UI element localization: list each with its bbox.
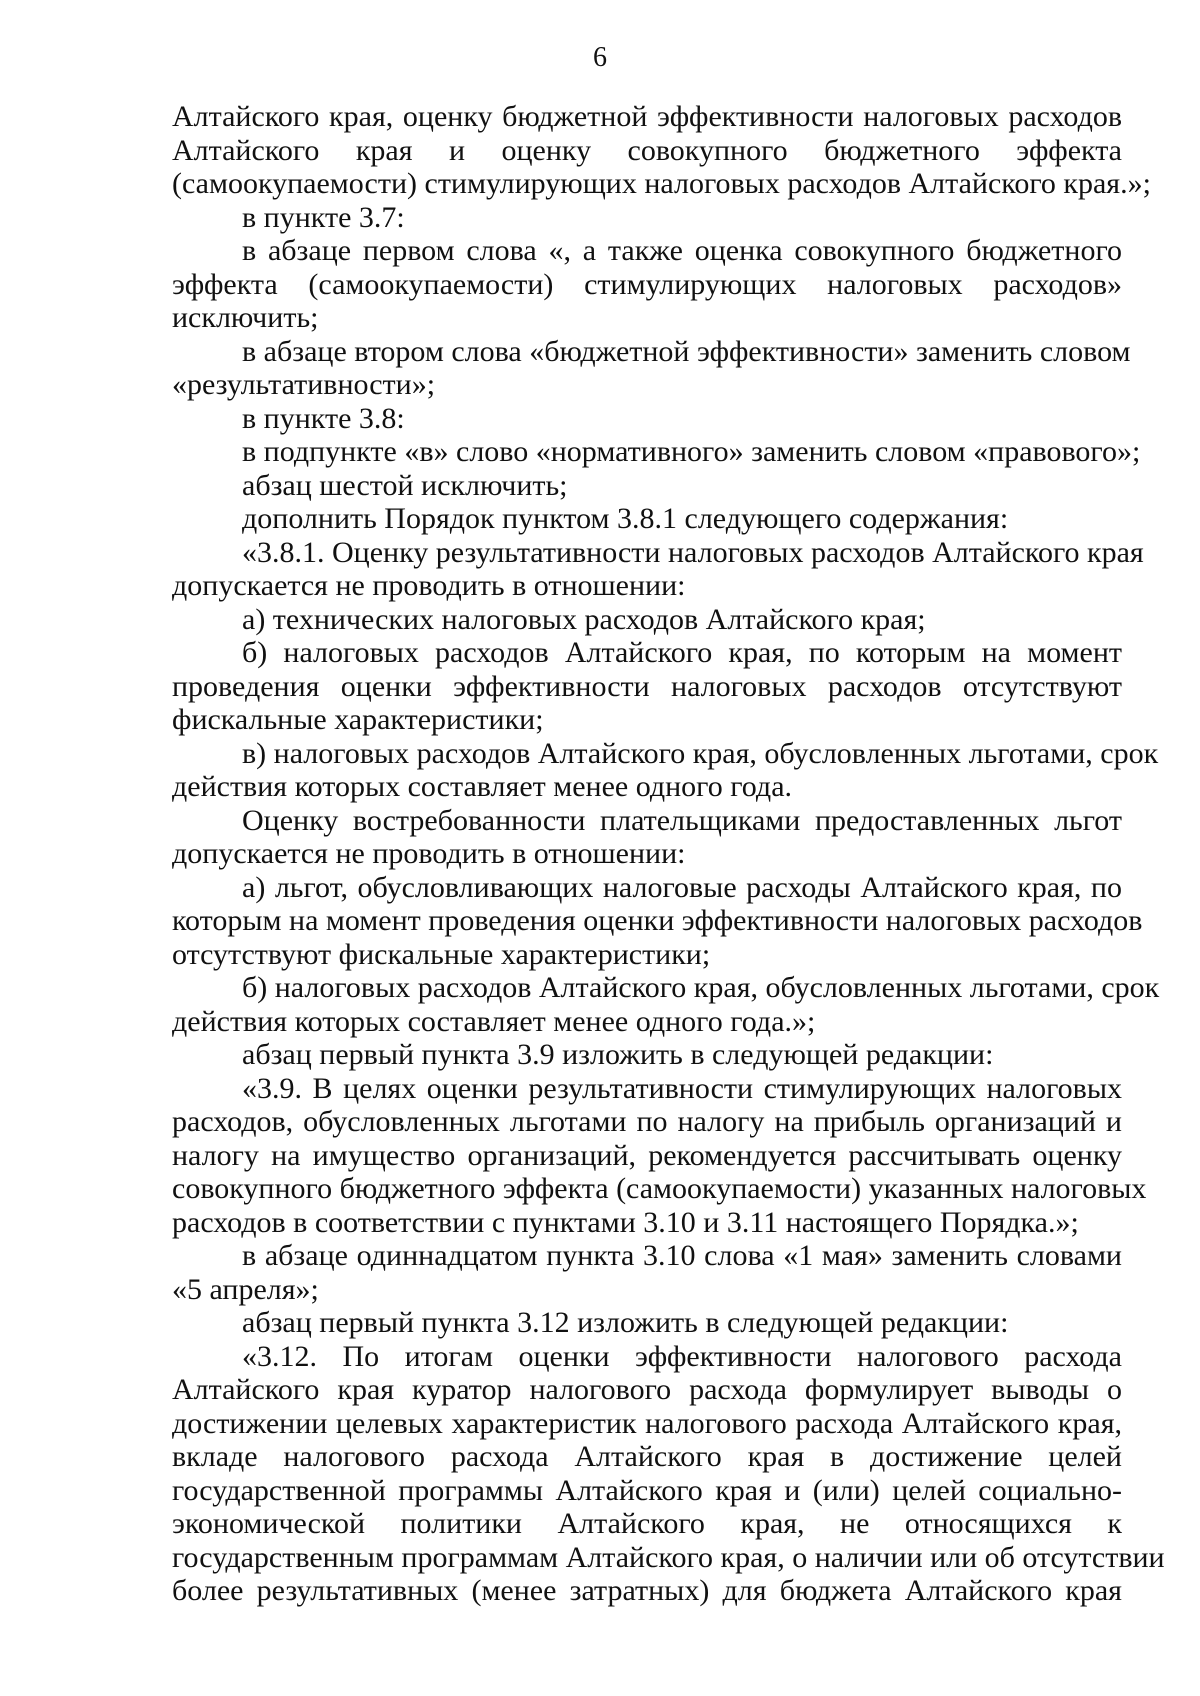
text-line: «5 апреля»; xyxy=(172,1272,319,1306)
text-line: государственной программы Алтайского края и (или) целей социально- xyxy=(172,1473,1122,1507)
text-line: б) налоговых расходов Алтайского края, обусловленных льготами, срок xyxy=(242,971,1160,1004)
text-line: а) льгот, обусловливающих налоговые расходы Алтайского края, по xyxy=(242,870,1122,904)
text-line: которым на момент проведения оценки эффективности налоговых расходов xyxy=(172,904,1143,937)
text-line: действия которых составляет менее одного года. xyxy=(172,770,793,803)
text-line: экономической политики Алтайского края, не относящихся к xyxy=(172,1507,1122,1540)
text-line: проведения оценки эффективности налоговых расходов отсутствуют xyxy=(172,669,1122,703)
text-line: государственным программам Алтайского края, о наличии или об отсутствии xyxy=(172,1540,1165,1574)
text-line: Алтайского края и оценку совокупного бюджетного эффекта xyxy=(172,133,1122,167)
text-line: налогу на имущество организаций, рекомендуется рассчитывать оценку xyxy=(172,1138,1122,1172)
text-line: в абзаце втором слова «бюджетной эффективности» заменить словом xyxy=(242,334,1131,368)
text-line: «3.12. По итогам оценки эффективности налогового расхода xyxy=(242,1339,1122,1373)
text-line: Алтайского края, оценку бюджетной эффективности налоговых расходов xyxy=(172,100,1122,133)
text-line: «результативности»; xyxy=(172,368,436,401)
text-line: абзац первый пункта 3.9 изложить в следующей редакции: xyxy=(242,1038,994,1071)
text-line: в пункте 3.8: xyxy=(242,401,405,435)
text-line: вкладе налогового расхода Алтайского края в достижение целей xyxy=(172,1440,1122,1473)
text-line: исключить; xyxy=(172,301,319,334)
text-line: в абзаце одиннадцатом пункта 3.10 слова «1 мая» заменить словами xyxy=(242,1239,1122,1272)
document-body xyxy=(172,100,1165,1608)
text-line: более результативных (менее затратных) для бюджета Алтайского края xyxy=(172,1574,1122,1607)
text-line: а) технических налоговых расходов Алтайского края; xyxy=(242,602,926,636)
text-line: «3.9. В целях оценки результативности стимулирующих налоговых xyxy=(242,1071,1122,1105)
text-line: фискальные характеристики; xyxy=(172,703,544,736)
text-line: дополнить Порядок пунктом 3.8.1 следующего содержания: xyxy=(242,502,1009,535)
text-line: б) налоговых расходов Алтайского края, по которым на момент xyxy=(242,636,1122,669)
page-number: 6 xyxy=(593,42,607,73)
text-line: допускается не проводить в отношении: xyxy=(172,569,686,602)
text-line: в пункте 3.7: xyxy=(242,200,405,234)
text-line: Алтайского края куратор налогового расхода формулирует выводы о xyxy=(172,1373,1122,1406)
text-line: в абзаце первом слова «, а также оценка совокупного бюджетного xyxy=(242,234,1122,267)
text-line: (самоокупаемости) стимулирующих налоговых расходов Алтайского края.»; xyxy=(172,167,1151,200)
text-line: достижении целевых характеристик налогового расхода Алтайского края, xyxy=(172,1406,1122,1440)
text-line: абзац шестой исключить; xyxy=(242,468,568,502)
text-line: в) налоговых расходов Алтайского края, обусловленных льготами, срок xyxy=(242,736,1159,770)
text-line: действия которых составляет менее одного года.»; xyxy=(172,1004,816,1038)
text-line: совокупного бюджетного эффекта (самоокупаемости) указанных налоговых xyxy=(172,1172,1147,1205)
text-line: в подпункте «в» слово «нормативного» заменить словом «правового»; xyxy=(242,435,1141,468)
text-line: допускается не проводить в отношении: xyxy=(172,837,686,870)
text-line: «3.8.1. Оценку результативности налоговых расходов Алтайского края xyxy=(242,535,1144,569)
text-line: отсутствуют фискальные характеристики; xyxy=(172,937,711,971)
text-line: эффекта (самоокупаемости) стимулирующих налоговых расходов» xyxy=(172,267,1122,301)
text-line: расходов, обусловленных льготами по налогу на прибыль организаций и xyxy=(172,1105,1122,1138)
text-line: расходов в соответствии с пунктами 3.10 и 3.11 настоящего Порядка.»; xyxy=(172,1205,1079,1239)
text-line: абзац первый пункта 3.12 изложить в следующей редакции: xyxy=(242,1306,1009,1339)
text-line: Оценку востребованности плательщиками предоставленных льгот xyxy=(242,803,1122,837)
